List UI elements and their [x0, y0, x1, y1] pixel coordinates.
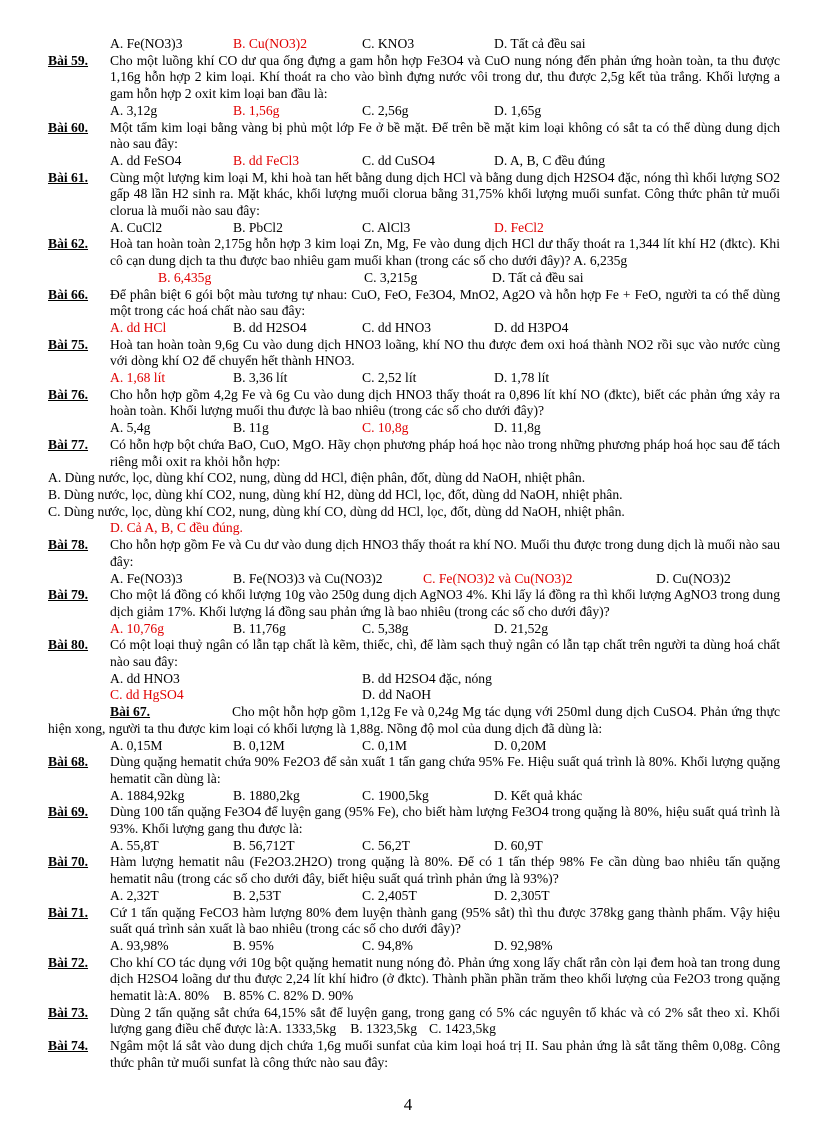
- question-77: [48, 437, 780, 470]
- question-text: Ngâm một lá sắt vào dung dịch chứa 1,6g muối sunfat của kim loại hoá trị II. Sau phản ứng là sắt tăng thêm 0,08g. Công thức phân tử muối sunfat là công thức nào sau đây:: [110, 1038, 780, 1070]
- option-a: A. 3,12g: [110, 102, 158, 118]
- question-text: Cho một lá đồng có khối lượng 10g vào 250g dung dịch AgNO3 4%. Khi lấy lá đồng ra thì khối lượng AgNO3 trong dung dịch giảm 17%. Khối lượng lá đồng sau phản ứng là bao nhiêu (trong các số cho dưới đây)?: [110, 587, 780, 619]
- option-a: A. 2,32T: [110, 887, 159, 903]
- q76-options: [48, 420, 780, 437]
- question-text: Cứ 1 tấn quặng FeCO3 hàm lượng 80% đem luyện thành gang (95% sắt) thì thu được 378kg gang thành phẩm. Vậy hiệu suất quá trình sản xuất là bao nhiêu (trong các số cho dưới đây)?: [110, 904, 780, 937]
- option-b: B. dd H2SO4 đặc, nóng: [362, 670, 492, 686]
- question-label: Bài 76.: [48, 386, 89, 402]
- question-label: Bài 71.: [48, 904, 89, 920]
- option-a: A. CuCl2: [110, 219, 163, 235]
- option-a: A. 1,68 lít: [110, 370, 166, 386]
- option-c: C. 2,56g: [362, 102, 409, 118]
- option-c: C. 1900,5kg: [362, 787, 429, 803]
- option-c: C. 5,38g: [362, 620, 409, 636]
- question-73: [48, 1005, 780, 1038]
- option-b: B. 6,435g: [158, 269, 212, 285]
- question-label: Bài 75.: [48, 336, 89, 352]
- question-text: Cho hỗn hợp gồm 4,2g Fe và 6g Cu vào dung dịch HNO3 thấy thoát ra 0,896 lít khí NO (đktc), biết các phản ứng xảy ra hoàn toàn. Khối lượng muối thu được là bao nhiêu (trong các số cho dưới đây)?: [110, 386, 780, 419]
- option-b: B. 56,712T: [233, 837, 295, 853]
- option-d: D. FeCl2: [494, 219, 544, 235]
- option-b: B. Fe(NO3)3 và Cu(NO3)2: [233, 570, 383, 586]
- option-b: B. 11g: [233, 420, 269, 436]
- option-d: D. Kết quả khác: [494, 787, 583, 803]
- question-label: Bài 59.: [48, 52, 89, 68]
- question-text: Dùng 100 tấn quặng Fe3O4 để luyện gang (95% Fe), cho biết hàm lượng Fe3O4 trong quặng là 80%, hiệu suất quá trình là 93%. Khối lượng gang thu được là:: [110, 804, 780, 837]
- option-c: C. 0,1M: [362, 737, 407, 753]
- question-71: [48, 905, 780, 938]
- option-c: C. Fe(NO3)2 và Cu(NO3)2: [423, 570, 573, 586]
- question-text: Dùng quặng hematit chứa 90% Fe2O3 để sản xuất 1 tấn gang chứa 95% Fe. Hiệu suất quá trình là 80%. Khối lượng quặng hematit cần dùng là:: [110, 754, 780, 786]
- option-b: B. dd FeCl3: [233, 152, 300, 168]
- question-69: [48, 804, 780, 837]
- question-72: [48, 955, 780, 1005]
- option-d: D. Tất cả đều sai: [492, 269, 584, 285]
- q58-options: [48, 36, 780, 53]
- question-label: Bài 80.: [48, 637, 89, 653]
- q58-option-a: A. Fe(NO3)3: [110, 36, 183, 51]
- question-text: Cùng một lượng kim loại M, khi hoà tan hết bằng dung dịch HCl và bằng dung dịch H2SO4 đặc, nóng thì khối lượng SO2 gấp 48 lần H2 sinh ra. Mặt khác, khối lượng muối clorua bằng 31,75% khối lượng muối sunfat. Công thức phân tử muối clorua là muối nào sau đây:: [110, 169, 780, 219]
- question-text: Dùng 2 tấn quặng sắt chứa 64,15% sắt để luyện gang, trong gang có 5% các nguyên tố khác và có 2% sắt theo xỉ. Khối lượng gang điều chế được là:A. 1333,5kg: [110, 1004, 780, 1037]
- option-b: B. 11,76g: [233, 620, 286, 636]
- option-c: C. AlCl3: [362, 219, 411, 235]
- question-label: Bài 72.: [48, 954, 89, 970]
- q78-options: [48, 571, 780, 588]
- option-a: A. 55,8T: [110, 837, 159, 853]
- question-text: Cho một luồng khí CO dư qua ống đựng a gam hỗn hợp Fe3O4 và CuO nung nóng đến phản ứng hoàn toàn, ta thu được 1,16g hỗn hợp 2 kim loại. Khí thoát ra cho vào bình đựng nước vôi trong dư, thu được 2,5g kết tủa trắng. Khối lượng a gam hỗn hợp 2 oxit kim loại ban đầu là:: [110, 52, 780, 102]
- option-b: B. 1323,5kg: [350, 1021, 418, 1037]
- question-61: [48, 170, 780, 220]
- question-label: Bài 79.: [48, 587, 89, 603]
- option-d: D. 92,98%: [494, 937, 553, 953]
- question-label: Bài 73.: [48, 1004, 89, 1020]
- option-b: B. 2,53T: [233, 887, 281, 903]
- option-d: D. 21,52g: [494, 620, 548, 636]
- option-c: C. dd HgSO4: [110, 687, 184, 703]
- q62-options: [48, 270, 780, 287]
- option-c: C. 3,215g: [364, 269, 418, 285]
- page-number: 4: [403, 1095, 413, 1114]
- question-text: Có hỗn hợp bột chứa BaO, CuO, MgO. Hãy chọn phương pháp hoá học nào trong những phương pháp hoá học sau để tách riêng mỗi oxit ra khỏi hỗn hợp:: [110, 436, 780, 469]
- question-text: Để phân biệt 6 gói bột màu tương tự nhau: CuO, FeO, Fe3O4, MnO2, Ag2O và hỗn hợp Fe + FeO, người ta có thể dùng một trong các hoá chất nào sau đây:: [110, 286, 780, 319]
- option-d: D. Cu(NO3)2: [656, 570, 731, 586]
- option-d: D. 0,20M: [494, 737, 547, 753]
- question-66: [48, 287, 780, 320]
- option-d: D. 2,305T: [494, 887, 550, 903]
- option-b: B. 0,12M: [233, 737, 285, 753]
- question-80: [48, 637, 780, 670]
- question-label: Bài 69.: [48, 804, 89, 820]
- q75-options: [48, 370, 780, 387]
- option-c: C. 10,8g: [362, 420, 409, 436]
- option-a: A. 5,4g: [110, 420, 151, 436]
- question-text: Một tấm kim loại bằng vàng bị phủ một lớp Fe ở bề mặt. Để trên bề mặt kim loại không có sắt ta có thể dùng dung dịch nào sau đây:: [110, 119, 780, 152]
- q58-option-b: B. Cu(NO3)2: [233, 36, 308, 51]
- option-c: C. 56,2T: [362, 837, 410, 853]
- question-75: [48, 337, 780, 370]
- option-c: C. dd HNO3: [362, 319, 432, 335]
- question-text: Hoà tan hoàn toàn 2,175g hỗn hợp 3 kim loại Zn, Mg, Fe vào dung dịch HCl dư thấy thoát ra 1,344 lít khí H2 (đktc). Khi cô cạn dung dịch ta thu được bao nhiêu gam muối khan (trong các số cho dưới đây)? A. 6,235g: [110, 236, 780, 269]
- option-a: A. dd HNO3: [110, 670, 180, 686]
- question-label: Bài 61.: [48, 169, 89, 185]
- option-d: D. A, B, C đều đúng: [494, 152, 606, 168]
- question-74: [48, 1038, 780, 1071]
- option-a: A. dd HCl: [110, 319, 167, 335]
- option-d: D. 11,8g: [494, 420, 541, 436]
- q77-option-d: D. Cả A, B, C đều đúng.: [110, 520, 243, 536]
- q66-options: [48, 320, 780, 337]
- option-a: A. 1884,92kg: [110, 787, 185, 803]
- q61-options: [48, 220, 780, 237]
- question-label: Bài 77.: [48, 436, 89, 452]
- question-label: Bài 74.: [48, 1038, 89, 1054]
- question-label: Bài 68.: [48, 754, 89, 770]
- q79-options: [48, 621, 780, 638]
- option-a: A. 10,76g: [110, 620, 164, 636]
- question-label: Bài 70.: [48, 854, 89, 870]
- option-b: B. 95%: [233, 937, 274, 953]
- option-d: D. dd H3PO4: [494, 319, 569, 335]
- option-c: C. dd CuSO4: [362, 152, 435, 168]
- question-text: Cho một hỗn hợp gồm 1,12g Fe và 0,24g Mg tác dụng với 250ml dung dịch CuSO4. Phản ứng thực hiện xong, người ta thu được kim loại có khối lượng là 1,88g. Nồng độ mol của dung dịch đã dùng là:: [48, 704, 780, 736]
- question-62: [48, 236, 780, 269]
- question-text: Cho hỗn hợp gồm Fe và Cu dư vào dung dịch HNO3 thấy thoát ra khí NO. Muối thu được trong dung dịch là muối nào sau đây:: [110, 537, 780, 569]
- option-d: D. 60,9T: [494, 837, 543, 853]
- question-68: [48, 754, 780, 787]
- q58-option-c: C. KNO3: [362, 36, 415, 51]
- q67-options: [48, 738, 780, 755]
- question-78: [48, 537, 780, 570]
- option-a: A. 0,15M: [110, 737, 163, 753]
- question-67: [48, 704, 780, 737]
- question-60: [48, 120, 780, 153]
- question-label: Bài 78.: [48, 537, 89, 553]
- option-a: A. Fe(NO3)3: [110, 570, 183, 586]
- option-d: D. 1,78 lít: [494, 370, 550, 386]
- option-b: B. 1,56g: [233, 102, 280, 118]
- question-text: Có một loại thuỷ ngân có lẫn tạp chất là kẽm, thiếc, chì, để làm sạch thuỷ ngân có lẫn tạp chất trên người ta dùng hoá chất nào sau đây:: [110, 637, 780, 670]
- q80-options-row1: [48, 671, 780, 688]
- question-label: Bài 66.: [48, 286, 89, 302]
- option-a: A. dd FeSO4: [110, 152, 182, 168]
- option-c: C. 82%: [267, 988, 309, 1004]
- q70-options: [48, 888, 780, 905]
- q60-options: [48, 153, 780, 170]
- option-c: C. 94,8%: [362, 937, 413, 953]
- question-79: [48, 587, 780, 620]
- option-c: C. 1423,5kg: [429, 1021, 496, 1037]
- option-b: B. PbCl2: [233, 219, 283, 235]
- question-label: Bài 67.: [110, 704, 151, 720]
- option-b: B. 85%: [223, 988, 265, 1004]
- option-d: D. 1,65g: [494, 102, 542, 118]
- q69-options: [48, 838, 780, 855]
- q68-options: [48, 788, 780, 805]
- q77-option-b: B. Dùng nước, lọc, dùng khí CO2, nung, dùng khí H2, dùng dd HCl, lọc, đốt, dùng dd NaOH, nhiệt phân.: [48, 486, 623, 502]
- q77-option-c: C. Dùng nước, lọc, dùng khí CO2, nung, dùng khí CO, dùng dd HCl, lọc, đốt, dùng dd NaOH, nhiệt phân.: [48, 503, 625, 519]
- option-d: D. 90%: [311, 988, 354, 1004]
- q77-option-a: A. Dùng nước, lọc, dùng khí CO2, nung, dùng dd HCl, điện phân, đốt, dùng dd NaOH, nhiệt phân.: [48, 470, 586, 486]
- option-b: B. 3,36 lít: [233, 370, 288, 386]
- option-b: B. dd H2SO4: [233, 319, 307, 335]
- question-76: [48, 387, 780, 420]
- q58-option-d: D. Tất cả đều sai: [494, 36, 586, 51]
- option-b: B. 1880,2kg: [233, 787, 300, 803]
- question-text: Hàm lượng hematit nâu (Fe2O3.2H2O) trong quặng là 80%. Để có 1 tấn thép 98% Fe cần dùng bao nhiêu tấn quặng hematit nâu (trong các số cho dưới đây, biết hiệu suất quá trình phản ứng là 93%)?: [110, 854, 780, 887]
- q71-options: [48, 938, 780, 955]
- question-text: Cho khí CO tác dụng với 10g bột quặng hematit nung nóng đỏ. Phản ứng xong lấy chất rắn còn lại đem hoà tan trong dung dịch H2SO4 loãng dư thu được 2,24 lít khí hiđro (ở đktc). Thành phần phần trăm theo khối lượng của Fe2O3 trong quặng hematit là:A. 80%: [110, 954, 780, 1004]
- question-70: [48, 854, 780, 887]
- option-c: C. 2,52 lít: [362, 370, 417, 386]
- q80-options-row2: [48, 687, 780, 704]
- option-a: A. 93,98%: [110, 937, 169, 953]
- question-text: Hoà tan hoàn toàn 9,6g Cu vào dung dịch HNO3 loãng, khí NO thu được đem oxi hoá thành NO2 rồi sục vào nước cùng với dòng khí O2 để chuyển hết thành HNO3.: [110, 336, 780, 369]
- option-d: D. dd NaOH: [362, 687, 432, 703]
- q59-options: [48, 103, 780, 120]
- question-59: [48, 53, 780, 103]
- option-c: C. 2,405T: [362, 887, 417, 903]
- question-label: Bài 62.: [48, 236, 89, 252]
- document-page: [48, 36, 780, 1072]
- question-label: Bài 60.: [48, 119, 89, 135]
